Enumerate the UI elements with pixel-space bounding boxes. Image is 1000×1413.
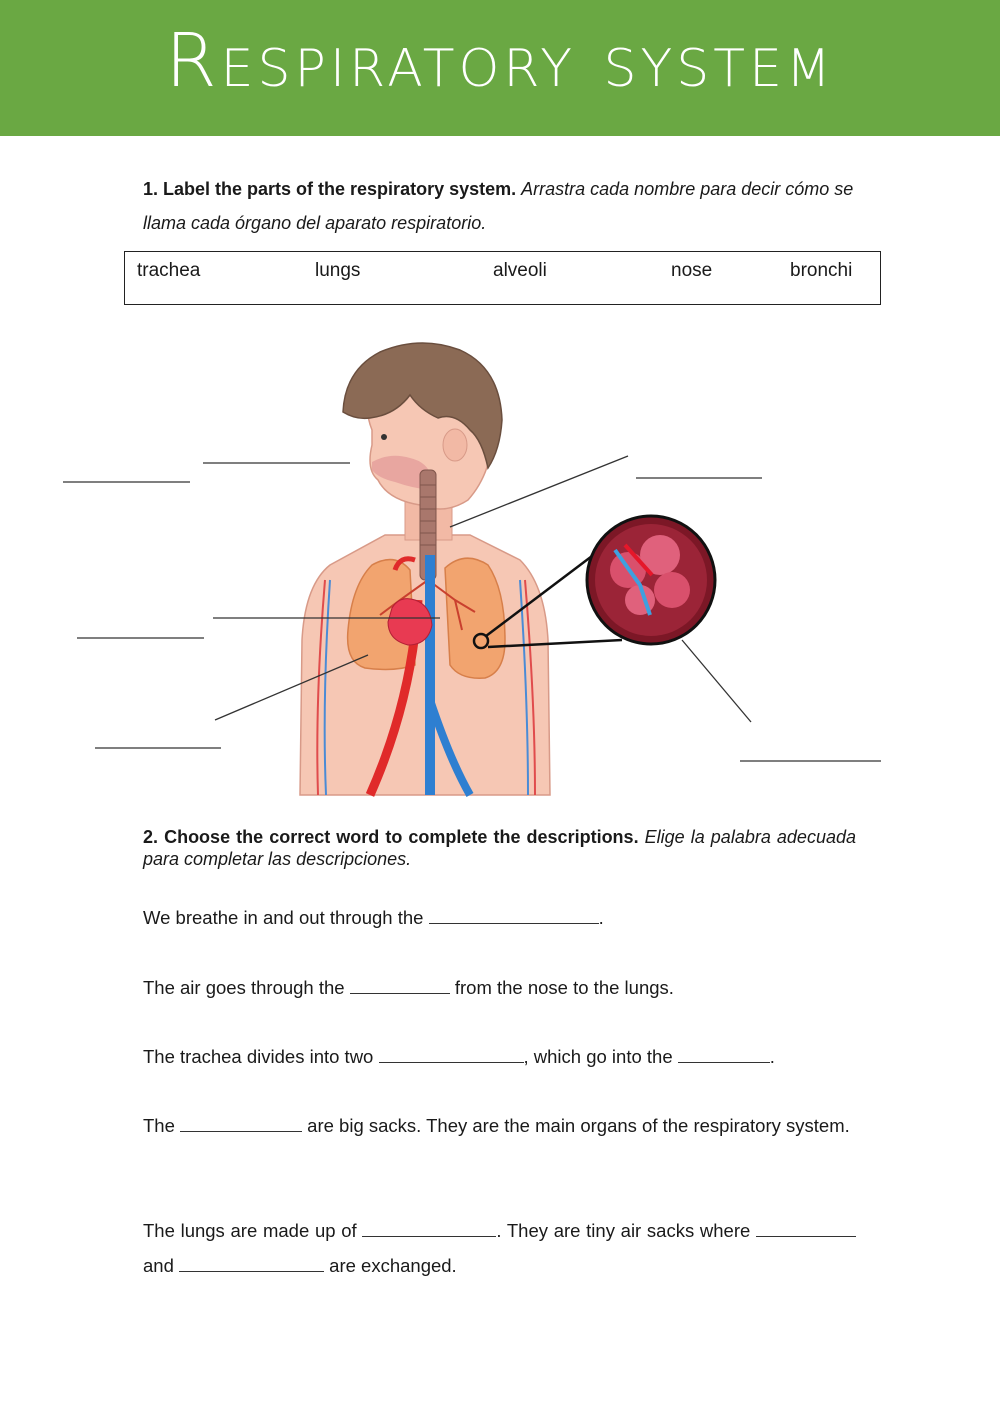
title-banner — [0, 0, 1000, 136]
section-2-instructions — [143, 826, 856, 870]
blank-field[interactable] — [678, 1044, 770, 1063]
word-chip-lungs[interactable]: lungs — [315, 260, 361, 281]
sentence-text: . — [769, 1046, 775, 1067]
section-2-instruction: Elige la palabra adecuada para completar las descripciones. — [143, 827, 856, 869]
blank-field[interactable] — [756, 1218, 856, 1237]
blank-field[interactable] — [379, 1044, 524, 1063]
section-1-heading: 1. Label the parts of the respiratory system. — [143, 179, 517, 199]
sentence-text: The lungs are made up of — [143, 1220, 357, 1241]
page-title: Respiratory system — [165, 18, 835, 104]
sentence-2 — [143, 970, 856, 1005]
sentence-text: . — [598, 907, 604, 928]
blank-field[interactable] — [362, 1218, 496, 1237]
word-chip-trachea[interactable]: trachea — [137, 260, 201, 281]
sentence-3 — [143, 1039, 856, 1074]
sentence-text: The air goes through the — [143, 977, 345, 998]
word-chip-nose[interactable]: nose — [671, 260, 713, 281]
sentence-text: and — [143, 1255, 174, 1276]
blank-field[interactable] — [180, 1113, 302, 1132]
section-1-instruction: Arrastra cada nombre para decir cómo se llama cada órgano del aparato respiratorio. — [143, 179, 854, 233]
sentence-text: are exchanged. — [329, 1255, 457, 1276]
blank-field[interactable] — [179, 1253, 324, 1272]
blank-field[interactable] — [429, 905, 599, 924]
word-chip-bronchi[interactable]: bronchi — [790, 260, 853, 281]
sentence-4 — [143, 1108, 856, 1143]
sentence-text: The trachea divides into two — [143, 1046, 374, 1067]
sentence-text: from the nose to the lungs. — [454, 977, 674, 998]
word-chip-alveoli[interactable]: alveoli — [493, 260, 547, 281]
section-1-instructions — [143, 172, 858, 240]
sentence-1 — [143, 900, 856, 935]
sentence-text: We breathe in and out through the — [143, 907, 424, 928]
sentence-5 — [143, 1213, 856, 1283]
blank-field[interactable] — [350, 975, 450, 994]
respiratory-diagram — [0, 330, 1000, 800]
sentence-text: . They are tiny air sacks where — [496, 1220, 751, 1241]
sentence-text: , which go into the — [523, 1046, 673, 1067]
section-2-heading: 2. Choose the correct word to complete the descriptions. — [143, 827, 639, 847]
sentence-text: The — [143, 1115, 175, 1136]
sentence-text: are big sacks. They are the main organs of the respiratory system. — [307, 1115, 850, 1136]
word-bank — [124, 251, 881, 305]
